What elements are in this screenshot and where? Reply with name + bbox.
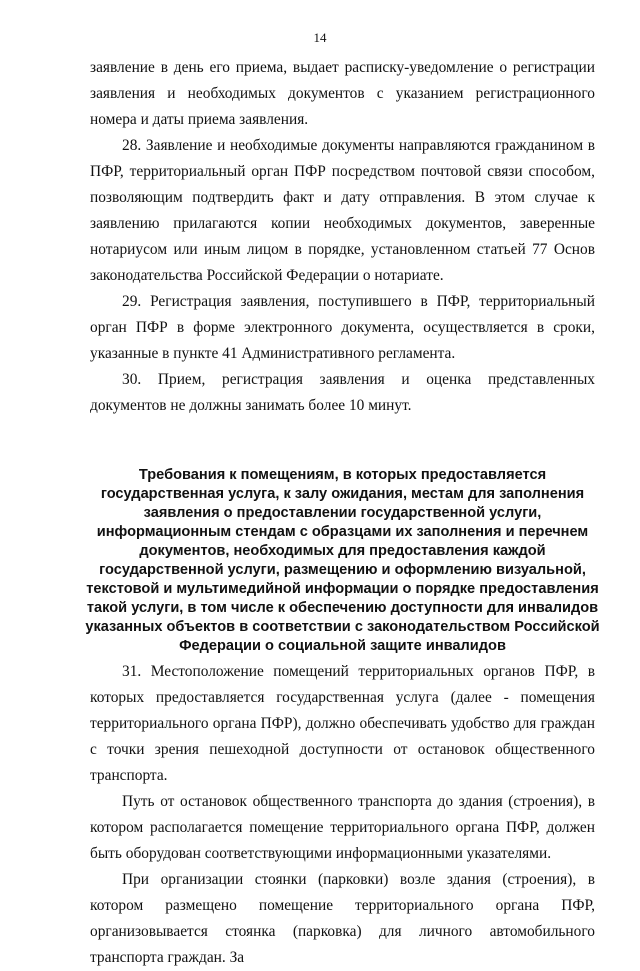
paragraph-path-from-stops: Путь от остановок общественного транспорта до здания (строения), в котором располагается помещение территориального органа ПФР, должен быть оборудован соответствующими информационными указателями.: [90, 793, 595, 862]
section-heading: Требования к помещениям, в которых предоставляется государственная услуга, к залу ожидания, местам для заполнения заявления о предоставлении государственной услуги, информационным стендам с образцами их заполнения и перечнем документов, необходимых для предоставления каждой государственной услуги, размещению и оформлению визуальной, текстовой и мультимедийной информации о порядке предоставления такой услуги, в том числе к обеспечению доступности для инвалидов указанных объектов в соответствии с законодательством Российской Федерации о социальной защите инвалидов: [85, 467, 600, 654]
page-number: 14: [313, 30, 327, 45]
paragraph-parking: При организации стоянки (парковки) возле здания (строения), в котором размещено помещение территориального органа ПФР, организовывается стоянка (парковка) для личного автомобильного транспорта граждан. За: [90, 871, 595, 966]
paragraph-30: 30. Прием, регистрация заявления и оценка представленных документов не должны занимать более 10 минут.: [90, 371, 595, 414]
page-content: [85, 55, 600, 971]
paragraph-31: 31. Местоположение помещений территориальных органов ПФР, в которых предоставляется государственная услуга (далее - помещения территориального органа ПФР), должно обеспечивать удобство для граждан с точки зрения пешеходной доступности от остановок общественного транспорта.: [90, 663, 595, 784]
paragraph-29: 29. Регистрация заявления, поступившего в ПФР, территориальный орган ПФР в форме электронного документа, осуществляется в сроки, указанные в пункте 41 Административного регламента.: [90, 293, 595, 362]
paragraph-continuation: заявление в день его приема, выдает расписку-уведомление о регистрации заявления и необходимых документов с указанием регистрационного номера и даты приема заявления.: [90, 59, 595, 128]
paragraph-28: 28. Заявление и необходимые документы направляются гражданином в ПФР, территориальный орган ПФР посредством почтовой связи способом, позволяющим подтвердить факт и дату отправления. В этом случае к заявлению прилагаются копии необходимых документов, заверенные нотариусом или иным лицом в порядке, установленном статьей 77 Основ законодательства Российской Федерации о нотариате.: [90, 137, 595, 284]
